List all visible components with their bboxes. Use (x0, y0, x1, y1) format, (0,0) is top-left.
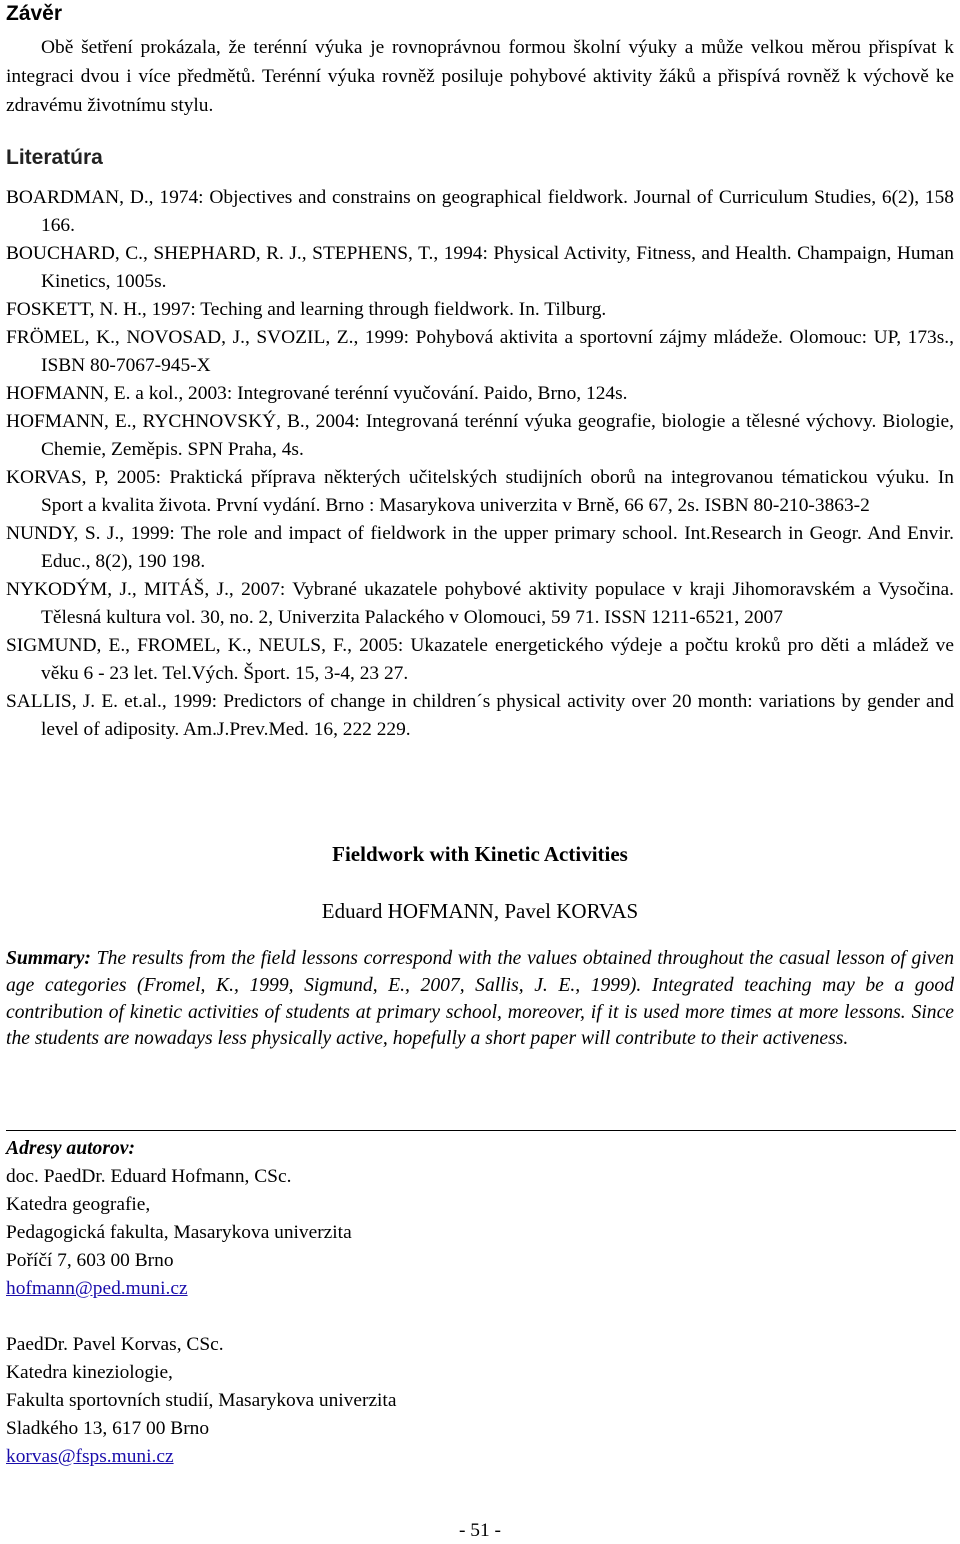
summary-label: Summary: (6, 948, 91, 969)
reference-item: SIGMUND, E., FROMEL, K., NEULS, F., 2005: Ukazatele energetického výdeje a počtu kroků pro děti a mládež ve věku 6 - 23 let. Tel.Vých. Šport. 15, 3-4, 23 27. (6, 635, 954, 684)
reference-item: HOFMANN, E., RYCHNOVSKÝ, B., 2004: Integrovaná terénní výuka geografie, biologie a tělesné výchovy. Biologie, Chemie, Zeměpis. SPN Praha, 4s. (6, 411, 954, 460)
reference-item: NUNDY, S. J., 1999: The role and impact of fieldwork in the upper primary school. Int.Research in Geogr. And Envir. Educ., 8(2), 190 198. (6, 523, 954, 572)
reference-item: HOFMANN, E. a kol., 2003: Integrované terénní vyučování. Paido, Brno, 124s. (6, 383, 628, 404)
addresses-heading: Adresy autorov: (6, 1138, 135, 1159)
author2-name: PaedDr. Pavel Korvas, CSc. (6, 1334, 224, 1355)
paper-title: Fieldwork with Kinetic Activities (332, 842, 628, 866)
summary-paragraph (6, 946, 954, 1053)
reference-item: KORVAS, P, 2005: Praktická příprava některých učitelských studijních oborů na integrovanou tématickou výuku. In Sport a kvalita života. První vydání. Brno : Masarykova univerzita v Brně, 66 67, 2s. ISBN 80-210-3863-2 (6, 467, 954, 516)
reference-item: SALLIS, J. E. et.al., 1999: Predictors of change in children´s physical activity over 20 month: variations by gender and level of adiposity. Am.J.Prev.Med. 16, 222 229. (6, 691, 954, 740)
reference-item: FOSKETT, N. H., 1997: Teching and learning through fieldwork. In. Tilburg. (6, 299, 607, 320)
author1-name: doc. PaedDr. Eduard Hofmann, CSc. (6, 1166, 292, 1187)
reference-item: BOARDMAN, D., 1974: Objectives and constrains on geographical fieldwork. Journal of Curriculum Studies, 6(2), 158 166. (6, 187, 954, 236)
author2-department: Katedra kineziologie, (6, 1362, 173, 1383)
conclusion-paragraph: Obě šetření prokázala, že terénní výuka je rovnoprávnou formou školní výuky a může velkou měrou přispívat k integraci dvou i více předmětů. Terénní výuka rovněž posiluje pohybové aktivity žáků a přispívá rovněž k výchově ke zdravému životnímu stylu. (6, 37, 954, 116)
author2-faculty: Fakulta sportovních studií, Masarykova univerzita (6, 1390, 397, 1411)
reference-item: BOUCHARD, C., SHEPHARD, R. J., STEPHENS, T., 1994: Physical Activity, Fitness, and Health. Champaign, Human Kinetics, 1005s. (6, 243, 954, 292)
author1-email-link[interactable]: hofmann@ped.muni.cz (6, 1278, 188, 1299)
reference-item: NYKODÝM, J., MITÁŠ, J., 2007: Vybrané ukazatele pohybové aktivity populace v kraji Jihomoravském a Vysočina. Tělesná kultura vol. 30, no. 2, Univerzita Palackého v Olomouci, 59 71. ISSN 1211-6521, 2007 (6, 579, 954, 628)
author1-department: Katedra geografie, (6, 1194, 151, 1215)
author1-street: Poříčí 7, 603 00 Brno (6, 1250, 174, 1271)
paper-authors: Eduard HOFMANN, Pavel KORVAS (321, 899, 639, 923)
author1-faculty: Pedagogická fakulta, Masarykova univerzita (6, 1222, 352, 1243)
footer-divider (6, 1130, 956, 1131)
summary-text: The results from the field lessons correspond with the values obtained throughout the casual lesson of given age categories (Fromel, K., 1999, Sigmund, E., 2007, Sallis, J. E., 1999). Integrated teaching may be a good contribution of kinetic activities of students at primary school, moreover, if it is used more times at more lessons. Since the students are nowadays less physically active, hopefully a short paper will contribute to their activeness. (6, 948, 954, 1050)
page-number: - 51 - (458, 1520, 501, 1541)
reference-list (6, 184, 954, 744)
address-spacer (6, 1303, 954, 1331)
author2-email-link[interactable]: korvas@fsps.muni.cz (6, 1446, 174, 1467)
reference-item: FRÖMEL, K., NOVOSAD, J., SVOZIL, Z., 1999: Pohybová aktivita a sportovní zájmy mládeže. Olomouc: UP, 173s., ISBN 80-7067-945-X (6, 327, 954, 376)
conclusion-heading: Závěr (6, 2, 63, 25)
literature-heading: Literatúra (6, 146, 103, 169)
author-addresses (6, 1135, 954, 1471)
author2-street: Sladkého 13, 617 00 Brno (6, 1418, 210, 1439)
